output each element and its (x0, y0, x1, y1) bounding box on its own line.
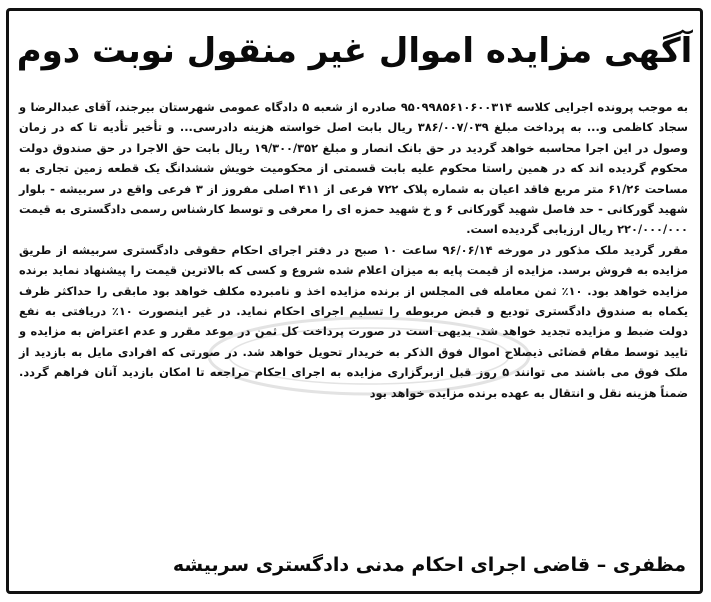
notice-title: آگهی مزایده اموال غیر منقول نوبت دوم (16, 31, 693, 71)
notice-frame (6, 8, 703, 594)
notice-paragraph-2: مقرر گردید ملک مذکور در مورخه ۹۶/۰۶/۱۴ ساعت ۱۰ صبح در دفتر اجرای احکام حقوقی دادگستری سربیشه از طریق مزایده به فروش برسد. مزایده از قیمت پایه به میزان اعلام شده شروع و کسی که بالاترین قیمت را پیشنهاد نماید برنده مزایده خواهد بود. ۱۰٪ ثمن معامله فی المجلس از برنده مزایده اخذ و نامبرده مکلف خواهد بود مابقی را حداکثر ظرف یکماه به صندوق دادگستری تودیع و قبض مربوطه را تسلیم اجرای احکام نماید. در غیر اینصورت ۱۰٪ دریافتی به نفع دولت ضبط و مزایده تجدید خواهد شد. بدیهی است در صورت پرداخت کل ثمن در موعد مقرر و عدم اعتراض به مزایده و تایید توسط مقام قضائی ذیصلاح اموال فوق الذکر به خریدار تحویل خواهد شد. در صورتی که افرادی مایل به بازدید از ملک فوق می باشند می توانند ۵ روز قبل ازبرگزاری مزایده به اجرای احکام مراجعه تا امکان بازدید آنان فراهم گردد. ضمناً هزینه نقل و انتقال به عهده برنده مزایده خواهد بود (19, 242, 689, 400)
notice-body (19, 97, 688, 403)
notice-signature: مظفری – قاضی اجرای احکام مدنی دادگستری سربیشه (172, 554, 686, 576)
notice-paragraph-1: به موجب پرونده اجرایی کلاسه ۹۵۰۹۹۸۵۶۱۰۶۰۰۳۱۴ صادره از شعبه ۵ دادگاه عمومی شهرستان بیرجند، آقای عبدالرضا و سجاد کاظمی و... به پرداخت مبلغ ۳۸۶/۰۰۷/۰۳۹ ریال بابت اصل خواسته هزینه دادرسی... و تأخیر تأدیه تا که در زمان وصول در این اجرا محاسبه خواهد گردید در حق بانک انصار و مبلغ ۱۹/۳۰۰/۳۵۲ ریال بابت حق الاجرا در حق صندوق دولت محکوم گردیده اند که در همین راستا محکوم علیه بابت قسمتی از محکومیت خویش ششدانگ یک قطعه زمین تجاری به مساحت ۶۱/۲۶ متر مربع فاقد اعیان به شماره پلاک ۷۲۲ فرعی از ۴۱۱ اصلی مفروز از ۳ فرعی واقع در سربیشه - بلوار شهید گورکانی - حد فاصل شهید گورکانی ۶ و خ شهید حمزه ای را معرفی و توسط کارشناس رسمی دادگستری به قیمت ۲۲۰/۰۰۰/۰۰۰ ریال ارزیابی گردیده است. (19, 100, 689, 237)
